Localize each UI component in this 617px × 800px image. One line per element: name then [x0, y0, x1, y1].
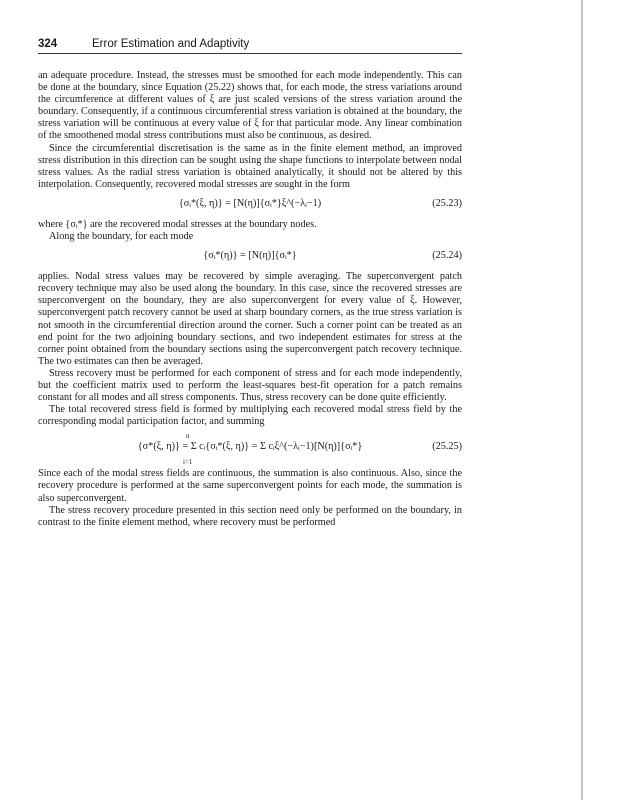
equation-25-25	[38, 428, 462, 468]
page-edge-rule	[581, 0, 583, 800]
page-body	[38, 70, 462, 529]
page-header	[38, 38, 462, 56]
paragraph-4: Along the boundary, for each mode	[49, 231, 194, 243]
sum-lower-limit: i=1	[183, 458, 193, 467]
equation-number: (25.24)	[432, 250, 462, 262]
paragraph-1: an adequate procedure. Instead, the stresses must be smoothed for each mode independently. This can be done at the boundary, since Equation (25.22) shows that, for each mode, the stress variations around the circumference at different values of ξ are just scaled versions of the stress variation around the boundary. Consequently, if a continuous circumferential stress variation is obtained at the boundary, the stress variation will be continuous at every value of ξ for that particular mode. Any linear combination of the smoothened modal stress contributions must also be continuous, as desired.	[38, 70, 462, 142]
header-rule	[38, 53, 462, 54]
paragraph-8: Since each of the modal stress fields are continuous, the summation is also continuous. Also, since the recovery procedure is performed at the same superconvergent points for each mode, the summation is also superconvergent.	[38, 468, 462, 504]
page-number: 324	[38, 38, 58, 50]
sum-upper-limit: n	[186, 432, 190, 441]
paragraph-3: where {σᵢ*} are the recovered modal stresses at the boundary nodes.	[38, 218, 317, 230]
paragraph-7: The total recovered stress field is formed by multiplying each recovered modal stress field by the corresponding modal participation factor, and summing	[38, 404, 462, 428]
equation-25-23	[38, 191, 462, 219]
paragraph-6: Stress recovery must be performed for each component of stress and for each mode independently, but the coefficient matrix used to perform the least-squares best-fit operation for a patch remains constant for all modes and all stress components. Thus, stress recovery can be done quite efficiently.	[38, 367, 462, 404]
equation-number: (25.23)	[432, 197, 462, 209]
equation-number: (25.25)	[432, 441, 462, 453]
running-title: Error Estimation and Adaptivity	[92, 38, 250, 50]
paragraph-5: applies. Nodal stress values may be recovered by simple averaging. The superconvergent patch recovery technique may also be used along the boundary. In this case, since the recovered stresses are superconvergent on the boundary, they are also superconvergent for every value of ξ. However, superconvergent patch recovery cannot be used at sharp boundary corners, as the true stress variation is not smooth in the circumferential direction around the corner. Such a corner point can be treated as an end point for the two adjoining boundary sections, and two independent estimates for stress at the corner point obtained from the boundary sections using the superconvergent patch recovery technique. The two estimates can then be averaged.	[38, 271, 462, 367]
equation-expression: {σ*(ξ, η)} = Σ cᵢ{σᵢ*(ξ, η)} = Σ cᵢξ^(−λᵢ−1)[N(η)]{σᵢ*}	[137, 441, 363, 453]
equation-expression: {σᵢ*(η)} = [N(η)]{σᵢ*}	[203, 250, 297, 262]
paragraph-9: The stress recovery procedure presented in this section need only be performed on the boundary, in contrast to the finite element method, where recovery must be performed	[38, 504, 462, 528]
equation-expression: {σᵢ*(ξ, η)} = [N(η)]{σᵢ*}ξ^(−λᵢ−1)	[178, 197, 322, 209]
paragraph-2: Since the circumferential discretisation is the same as in the finite element method, an improved stress distribution in this direction can be sought using the shape functions to interpolate between nodal stress values. As the radial stress variation is obtained analytically, it should not be altered by this interpolation. Consequently, recovered modal stresses are sought in the form	[38, 142, 462, 190]
equation-25-24	[38, 243, 462, 271]
